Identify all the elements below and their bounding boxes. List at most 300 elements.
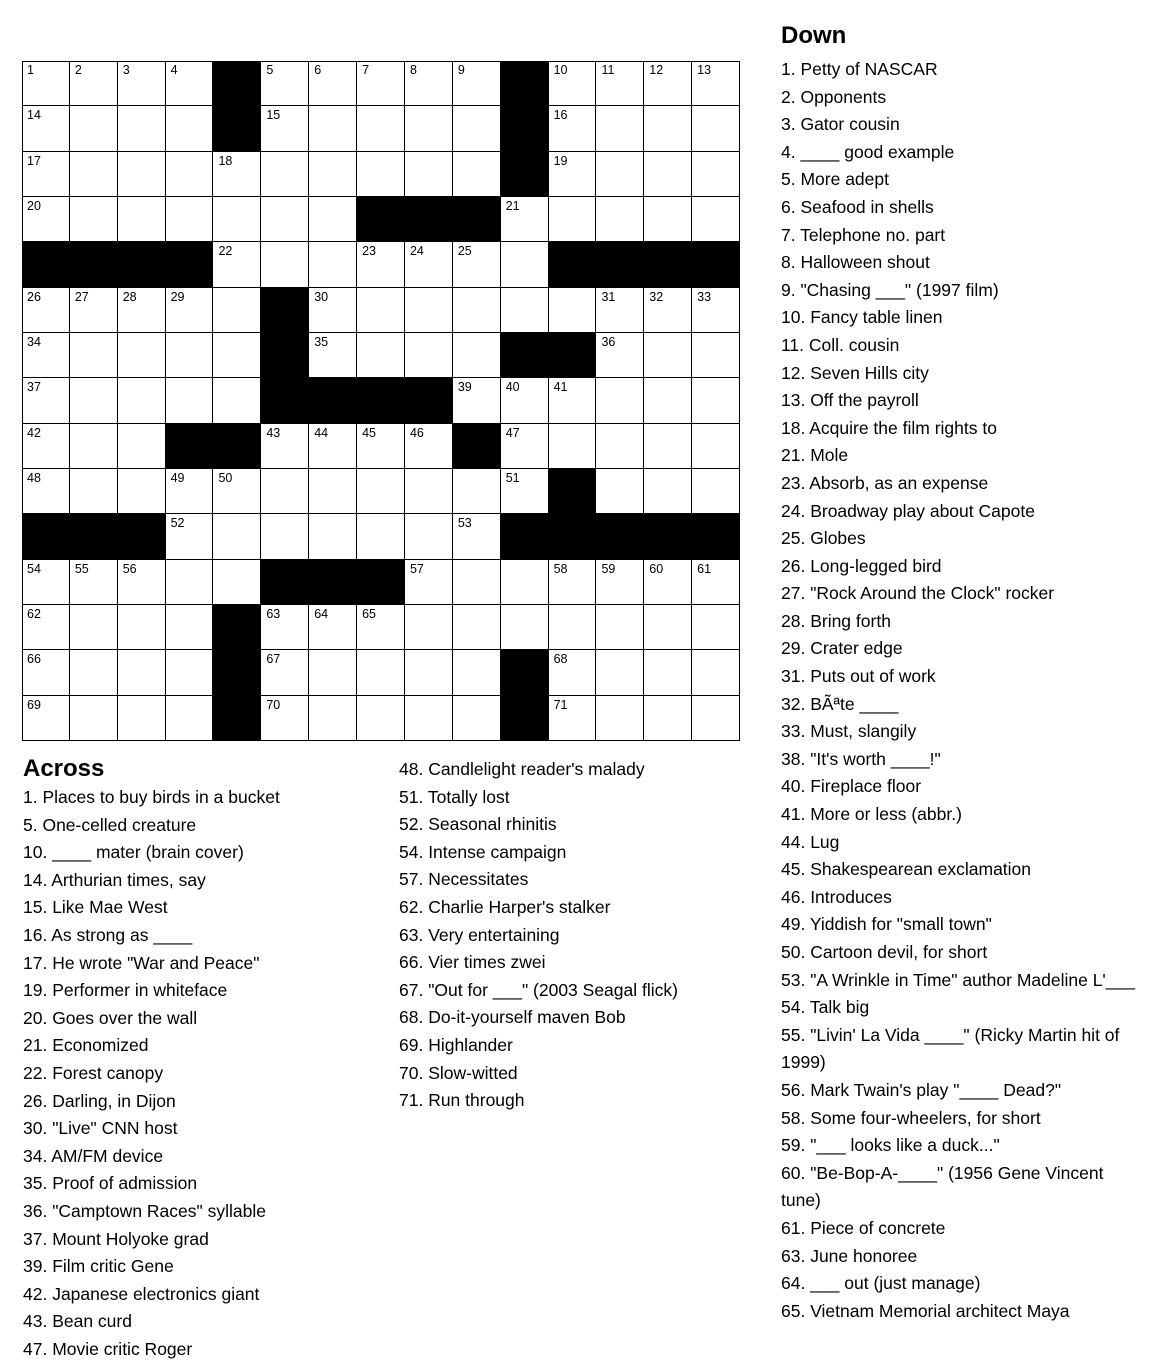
- grid-cell[interactable]: [453, 242, 501, 287]
- grid-cell[interactable]: [309, 333, 357, 378]
- grid-cell[interactable]: [309, 696, 357, 741]
- cell-number: 49: [170, 470, 185, 485]
- grid-cell[interactable]: [596, 288, 644, 333]
- cell-number: 1: [27, 63, 34, 77]
- grid-cell[interactable]: [261, 61, 309, 106]
- clue-item[interactable]: 12. Seven Hills city: [781, 362, 929, 383]
- grid-cell[interactable]: [644, 61, 692, 106]
- grid-cell[interactable]: [22, 61, 70, 106]
- grid-cell[interactable]: [261, 514, 309, 559]
- clue-item[interactable]: 48. Candlelight reader's malady: [399, 759, 645, 779]
- clue-item[interactable]: 62. Charlie Harper's stalker: [399, 896, 611, 917]
- grid-cell[interactable]: [596, 61, 644, 106]
- black-square: [166, 424, 214, 469]
- grid-cell[interactable]: [22, 378, 70, 423]
- grid-cell[interactable]: [166, 378, 214, 423]
- grid-cell[interactable]: [118, 605, 166, 650]
- grid-cell[interactable]: [70, 288, 118, 333]
- clue-item[interactable]: 5. One-celled creature: [23, 814, 197, 835]
- clue-item[interactable]: 66. Vier times zwei: [399, 952, 546, 973]
- grid-cell[interactable]: [405, 514, 453, 559]
- grid-cell[interactable]: [261, 650, 309, 695]
- clue-item[interactable]: 49. Yiddish for "small town": [781, 914, 992, 935]
- clue-item[interactable]: 64. ___ out (just manage): [781, 1273, 981, 1294]
- grid-cell[interactable]: [405, 242, 453, 287]
- grid-cell[interactable]: [22, 333, 70, 378]
- clue-item[interactable]: 46. Introduces: [781, 886, 892, 907]
- clue-item[interactable]: 67. "Out for ___" (2003 Seagal flick): [399, 979, 678, 1000]
- clue-item[interactable]: 8. Halloween shout: [781, 252, 930, 273]
- cell-number: 61: [697, 561, 712, 576]
- grid-cell[interactable]: [309, 605, 357, 650]
- grid-cell[interactable]: [261, 242, 309, 287]
- grid-cell[interactable]: [596, 650, 644, 695]
- grid-cell[interactable]: [596, 605, 644, 650]
- grid-cell[interactable]: [22, 696, 70, 741]
- clue-item[interactable]: 40. Fireplace floor: [781, 776, 922, 797]
- grid-cell[interactable]: [453, 514, 501, 559]
- clue-item[interactable]: 57. Necessitates: [399, 869, 529, 890]
- grid-cell[interactable]: [596, 696, 644, 741]
- grid-cell[interactable]: [596, 333, 644, 378]
- grid-cell[interactable]: [70, 605, 118, 650]
- across-clues-column-1: [23, 784, 280, 1363]
- grid-cell[interactable]: [501, 197, 549, 242]
- grid-cell[interactable]: [692, 152, 740, 197]
- grid-cell[interactable]: [213, 197, 261, 242]
- cell-number: 18: [218, 153, 233, 168]
- clue-item[interactable]: 35. Proof of admission: [23, 1173, 198, 1194]
- grid-cell[interactable]: [261, 152, 309, 197]
- cell-number: 66: [27, 652, 41, 667]
- clue-item[interactable]: 26. Long-legged bird: [781, 555, 942, 576]
- clue-item[interactable]: 51. Totally lost: [399, 786, 510, 807]
- grid-cell[interactable]: [692, 650, 740, 695]
- grid-cell[interactable]: [261, 424, 309, 469]
- grid-cell[interactable]: [405, 605, 453, 650]
- grid-cell[interactable]: [644, 605, 692, 650]
- black-square: [596, 514, 644, 559]
- grid-cell[interactable]: [596, 469, 644, 514]
- clue-item[interactable]: 23. Absorb, as an expense: [781, 472, 989, 493]
- grid-cell[interactable]: [166, 288, 214, 333]
- clue-item[interactable]: 54. Intense campaign: [399, 841, 567, 862]
- cell-number: 69: [27, 697, 41, 712]
- clue-item[interactable]: 50. Cartoon devil, for short: [781, 942, 988, 962]
- clue-item[interactable]: 63. Very entertaining: [399, 924, 560, 945]
- clue-item[interactable]: 52. Seasonal rhinitis: [399, 814, 557, 835]
- clue-item[interactable]: 43. Bean curd: [23, 1311, 132, 1332]
- grid-cell[interactable]: [596, 424, 644, 469]
- clue-item[interactable]: 71. Run through: [399, 1090, 525, 1111]
- clue-item[interactable]: 34. AM/FM device: [23, 1145, 164, 1166]
- cell-number: 67: [266, 652, 281, 667]
- clue-item[interactable]: 32. BÃªte ____: [781, 693, 899, 714]
- grid-cell[interactable]: [213, 469, 261, 514]
- grid-cell[interactable]: [213, 378, 261, 423]
- grid-cell[interactable]: [261, 696, 309, 741]
- grid-cell[interactable]: [22, 560, 70, 605]
- cell-number: 14: [27, 108, 41, 123]
- grid-cell[interactable]: [644, 288, 692, 333]
- black-square: [549, 242, 597, 287]
- grid-cell[interactable]: [453, 469, 501, 514]
- grid-cell[interactable]: [453, 152, 501, 197]
- grid-cell[interactable]: [357, 514, 405, 559]
- clue-item[interactable]: 15. Like Mae West: [23, 897, 168, 918]
- clue-item[interactable]: 39. Film critic Gene: [23, 1256, 174, 1277]
- clue-item[interactable]: 6. Seafood in shells: [781, 196, 934, 217]
- grid-cell[interactable]: [644, 696, 692, 741]
- grid-cell[interactable]: [453, 378, 501, 423]
- grid-cell[interactable]: [309, 514, 357, 559]
- grid-cell[interactable]: [118, 152, 166, 197]
- grid-cell[interactable]: [166, 61, 214, 106]
- clue-item[interactable]: 9. "Chasing ___" (1997 film): [781, 279, 999, 300]
- cell-number: 9: [457, 63, 465, 77]
- grid-cell[interactable]: [118, 650, 166, 695]
- clue-item[interactable]: 1. Petty of NASCAR: [781, 59, 938, 79]
- grid-cell[interactable]: [309, 61, 357, 106]
- black-square: [501, 514, 549, 559]
- grid-cell[interactable]: [22, 650, 70, 695]
- grid-cell[interactable]: [501, 288, 549, 333]
- grid-cell[interactable]: [596, 152, 644, 197]
- grid-cell[interactable]: [549, 197, 597, 242]
- grid-cell[interactable]: [118, 696, 166, 741]
- black-square: [357, 378, 405, 423]
- grid-cell[interactable]: [118, 333, 166, 378]
- grid-cell[interactable]: [405, 288, 453, 333]
- grid-cell[interactable]: [309, 152, 357, 197]
- grid-cell[interactable]: [166, 560, 214, 605]
- clue-item[interactable]: 37. Mount Holyoke grad: [23, 1228, 209, 1249]
- grid-cell[interactable]: [213, 560, 261, 605]
- grid-cell[interactable]: [261, 197, 309, 242]
- cell-number: 36: [601, 334, 616, 349]
- clue-item[interactable]: 53. "A Wrinkle in Time" author Madeline L'___: [781, 969, 1135, 990]
- grid-cell[interactable]: [357, 696, 405, 741]
- grid-cell[interactable]: [70, 61, 118, 106]
- grid-cell[interactable]: [22, 469, 70, 514]
- cell-number: 34: [27, 334, 41, 349]
- black-square: [501, 152, 549, 197]
- grid-cell[interactable]: [357, 61, 405, 106]
- grid-cell[interactable]: [692, 424, 740, 469]
- grid-cell[interactable]: [453, 333, 501, 378]
- black-square: [357, 560, 405, 605]
- cell-number: 29: [170, 289, 185, 304]
- cell-number: 13: [697, 63, 712, 77]
- crossword-grid: [22, 61, 740, 741]
- grid-cell[interactable]: [549, 605, 597, 650]
- grid-cell[interactable]: [70, 650, 118, 695]
- black-square: [309, 378, 357, 423]
- clue-item[interactable]: 44. Lug: [781, 831, 840, 852]
- grid-cell[interactable]: [644, 378, 692, 423]
- grid-cell[interactable]: [213, 152, 261, 197]
- grid-cell[interactable]: [596, 106, 644, 151]
- grid-cell[interactable]: [166, 650, 214, 695]
- grid-cell[interactable]: [405, 106, 453, 151]
- grid-cell[interactable]: [644, 560, 692, 605]
- grid-cell[interactable]: [692, 605, 740, 650]
- clue-item[interactable]: 10. ____ mater (brain cover): [23, 842, 244, 863]
- clue-item[interactable]: 3. Gator cousin: [781, 114, 900, 135]
- cell-number: 22: [218, 244, 233, 259]
- grid-cell[interactable]: [549, 152, 597, 197]
- grid-cell[interactable]: [357, 288, 405, 333]
- grid-cell[interactable]: [309, 424, 357, 469]
- grid-cell[interactable]: [692, 197, 740, 242]
- grid-cell[interactable]: [118, 197, 166, 242]
- clue-item[interactable]: 47. Movie critic Roger: [23, 1338, 193, 1359]
- grid-cell[interactable]: [118, 106, 166, 151]
- grid-cell[interactable]: [166, 514, 214, 559]
- grid-cell[interactable]: [453, 106, 501, 151]
- grid-cell[interactable]: [22, 197, 70, 242]
- clue-item[interactable]: 65. Vietnam Memorial architect Maya: [781, 1300, 1070, 1321]
- grid-cell[interactable]: [549, 378, 597, 423]
- grid-cell[interactable]: [692, 696, 740, 741]
- grid-cell[interactable]: [644, 152, 692, 197]
- clue-item[interactable]: 69. Highlander: [399, 1034, 513, 1055]
- cell-number: 55: [74, 561, 89, 576]
- grid-cell[interactable]: [501, 378, 549, 423]
- grid-cell[interactable]: [22, 288, 70, 333]
- grid-cell[interactable]: [453, 650, 501, 695]
- clue-item[interactable]: 33. Must, slangily: [781, 721, 917, 742]
- grid-cell[interactable]: [22, 424, 70, 469]
- grid-cell[interactable]: [309, 197, 357, 242]
- clue-item[interactable]: 10. Fancy table linen: [781, 307, 943, 328]
- grid-cell[interactable]: [118, 378, 166, 423]
- grid-cell[interactable]: [692, 288, 740, 333]
- grid-cell[interactable]: [405, 469, 453, 514]
- grid-cell[interactable]: [692, 560, 740, 605]
- grid-cell[interactable]: [501, 560, 549, 605]
- clue-item[interactable]: 38. "It's worth ____!": [781, 748, 941, 769]
- grid-cell[interactable]: [357, 152, 405, 197]
- grid-cell[interactable]: [692, 378, 740, 423]
- clue-item[interactable]: 25. Globes: [781, 528, 866, 549]
- black-square: [213, 61, 261, 106]
- grid-cell[interactable]: [644, 469, 692, 514]
- grid-cell[interactable]: [357, 424, 405, 469]
- grid-cell[interactable]: [70, 106, 118, 151]
- grid-cell[interactable]: [549, 560, 597, 605]
- cell-number: 57: [409, 561, 424, 576]
- grid-cell[interactable]: [501, 242, 549, 287]
- grid-cell[interactable]: [453, 61, 501, 106]
- clue-item[interactable]: 27. "Rock Around the Clock" rocker: [781, 583, 1055, 604]
- grid-cell[interactable]: [549, 106, 597, 151]
- cell-number: 68: [553, 652, 568, 667]
- clue-item[interactable]: 11. Coll. cousin: [781, 334, 900, 355]
- clue-item[interactable]: 61. Piece of concrete: [781, 1217, 946, 1238]
- grid-cell[interactable]: [22, 152, 70, 197]
- clue-item[interactable]: 55. "Livin' La Vida ____" (Ricky Martin hit of 1999): [781, 1024, 1120, 1073]
- grid-cell[interactable]: [549, 61, 597, 106]
- grid-cell[interactable]: [357, 469, 405, 514]
- grid-cell[interactable]: [644, 424, 692, 469]
- grid-cell[interactable]: [70, 197, 118, 242]
- clue-item[interactable]: 5. More adept: [781, 169, 889, 190]
- clue-item[interactable]: 4. ____ good example: [781, 141, 955, 162]
- grid-cell[interactable]: [261, 605, 309, 650]
- grid-cell[interactable]: [309, 242, 357, 287]
- grid-cell[interactable]: [70, 469, 118, 514]
- grid-cell[interactable]: [309, 650, 357, 695]
- grid-cell[interactable]: [644, 333, 692, 378]
- grid-cell[interactable]: [644, 106, 692, 151]
- grid-cell[interactable]: [213, 514, 261, 559]
- grid-cell[interactable]: [453, 560, 501, 605]
- clue-item[interactable]: 26. Darling, in Dijon: [23, 1090, 176, 1111]
- grid-cell[interactable]: [166, 106, 214, 151]
- clue-item[interactable]: 59. "___ looks like a duck...": [781, 1135, 1000, 1156]
- cell-number: 2: [74, 63, 82, 77]
- grid-cell[interactable]: [692, 333, 740, 378]
- grid-cell[interactable]: [549, 288, 597, 333]
- grid-cell[interactable]: [453, 696, 501, 741]
- grid-cell[interactable]: [692, 61, 740, 106]
- clue-item[interactable]: 21. Mole: [781, 445, 849, 466]
- grid-cell[interactable]: [166, 696, 214, 741]
- black-square: [118, 242, 166, 287]
- grid-cell[interactable]: [549, 650, 597, 695]
- grid-cell[interactable]: [70, 152, 118, 197]
- grid-cell[interactable]: [118, 560, 166, 605]
- clue-item[interactable]: 41. More or less (abbr.): [781, 804, 962, 825]
- grid-cell[interactable]: [70, 424, 118, 469]
- grid-cell[interactable]: [644, 650, 692, 695]
- grid-cell[interactable]: [596, 560, 644, 605]
- grid-cell[interactable]: [118, 469, 166, 514]
- grid-cell[interactable]: [405, 61, 453, 106]
- grid-cell[interactable]: [166, 605, 214, 650]
- grid-cell[interactable]: [405, 560, 453, 605]
- clue-item[interactable]: 16. As strong as ____: [23, 924, 193, 945]
- grid-cell[interactable]: [70, 333, 118, 378]
- grid-cell[interactable]: [405, 152, 453, 197]
- black-square: [22, 242, 70, 287]
- grid-cell[interactable]: [357, 106, 405, 151]
- grid-cell[interactable]: [22, 605, 70, 650]
- grid-cell[interactable]: [70, 378, 118, 423]
- grid-cell[interactable]: [118, 61, 166, 106]
- grid-cell[interactable]: [596, 378, 644, 423]
- clue-item[interactable]: 31. Puts out of work: [781, 666, 936, 687]
- grid-cell[interactable]: [405, 333, 453, 378]
- clue-item[interactable]: 13. Off the payroll: [781, 390, 919, 411]
- grid-cell[interactable]: [644, 197, 692, 242]
- clue-item[interactable]: 2. Opponents: [781, 86, 887, 107]
- cell-number: 3: [122, 63, 130, 77]
- cell-number: 71: [553, 697, 568, 712]
- grid-cell[interactable]: [309, 106, 357, 151]
- grid-cell[interactable]: [213, 333, 261, 378]
- clue-item[interactable]: 56. Mark Twain's play "____ Dead?": [781, 1079, 1062, 1100]
- clue-item[interactable]: 28. Bring forth: [781, 610, 891, 631]
- clue-item[interactable]: 24. Broadway play about Capote: [781, 500, 1035, 521]
- grid-cell[interactable]: [405, 650, 453, 695]
- cell-number: 41: [553, 380, 568, 395]
- grid-cell[interactable]: [357, 650, 405, 695]
- clue-item[interactable]: 7. Telephone no. part: [781, 224, 946, 245]
- clue-item[interactable]: 58. Some four-wheelers, for short: [781, 1107, 1041, 1128]
- black-square: [213, 650, 261, 695]
- clue-item[interactable]: 70. Slow-witted: [399, 1062, 518, 1083]
- grid-cell[interactable]: [166, 197, 214, 242]
- grid-cell[interactable]: [166, 152, 214, 197]
- grid-cell[interactable]: [166, 333, 214, 378]
- grid-cell[interactable]: [213, 288, 261, 333]
- clue-item[interactable]: 45. Shakespearean exclamation: [781, 859, 1032, 880]
- grid-cell[interactable]: [357, 605, 405, 650]
- grid-cell[interactable]: [22, 106, 70, 151]
- grid-cell[interactable]: [261, 106, 309, 151]
- clue-item[interactable]: 54. Talk big: [781, 997, 870, 1018]
- clue-item[interactable]: 42. Japanese electronics giant: [23, 1283, 260, 1304]
- grid-cell[interactable]: [405, 424, 453, 469]
- clue-item[interactable]: 17. He wrote "War and Peace": [23, 952, 260, 973]
- grid-cell[interactable]: [357, 242, 405, 287]
- clue-item[interactable]: 19. Performer in whiteface: [23, 980, 228, 1001]
- grid-cell[interactable]: [261, 469, 309, 514]
- across-heading: Across: [23, 755, 105, 782]
- grid-cell[interactable]: [549, 696, 597, 741]
- clue-item[interactable]: 63. June honoree: [781, 1245, 918, 1266]
- grid-cell[interactable]: [213, 242, 261, 287]
- grid-cell[interactable]: [501, 424, 549, 469]
- clue-item[interactable]: 22. Forest canopy: [23, 1062, 164, 1083]
- clue-item[interactable]: 29. Crater edge: [781, 638, 903, 659]
- grid-cell[interactable]: [405, 696, 453, 741]
- clue-item[interactable]: 21. Economized: [23, 1035, 149, 1056]
- grid-cell[interactable]: [549, 424, 597, 469]
- black-square: [453, 197, 501, 242]
- grid-cell[interactable]: [118, 424, 166, 469]
- grid-cell[interactable]: [596, 197, 644, 242]
- clue-item[interactable]: 60. "Be-Bop-A-____" (1956 Gene Vincent tune): [781, 1162, 1104, 1211]
- grid-cell[interactable]: [692, 469, 740, 514]
- grid-cell[interactable]: [453, 288, 501, 333]
- grid-cell[interactable]: [70, 560, 118, 605]
- grid-cell[interactable]: [118, 288, 166, 333]
- grid-cell[interactable]: [166, 469, 214, 514]
- black-square: [549, 514, 597, 559]
- clue-item[interactable]: 68. Do-it-yourself maven Bob: [399, 1007, 626, 1028]
- clue-item[interactable]: 14. Arthurian times, say: [23, 869, 206, 890]
- black-square: [166, 242, 214, 287]
- grid-cell[interactable]: [692, 106, 740, 151]
- clue-item[interactable]: 30. "Live" CNN host: [23, 1118, 178, 1139]
- grid-cell[interactable]: [501, 469, 549, 514]
- clue-item[interactable]: 1. Places to buy birds in a bucket: [23, 787, 280, 807]
- grid-cell[interactable]: [309, 288, 357, 333]
- grid-cell[interactable]: [453, 605, 501, 650]
- cell-number: 25: [457, 244, 472, 259]
- grid-cell[interactable]: [357, 333, 405, 378]
- grid-cell[interactable]: [70, 696, 118, 741]
- clue-item[interactable]: 36. "Camptown Races" syllable: [23, 1200, 266, 1221]
- grid-cell[interactable]: [501, 605, 549, 650]
- clue-item[interactable]: 20. Goes over the wall: [23, 1007, 198, 1028]
- black-square: [405, 378, 453, 423]
- grid-cell[interactable]: [309, 469, 357, 514]
- clue-item[interactable]: 18. Acquire the film rights to: [781, 417, 997, 438]
